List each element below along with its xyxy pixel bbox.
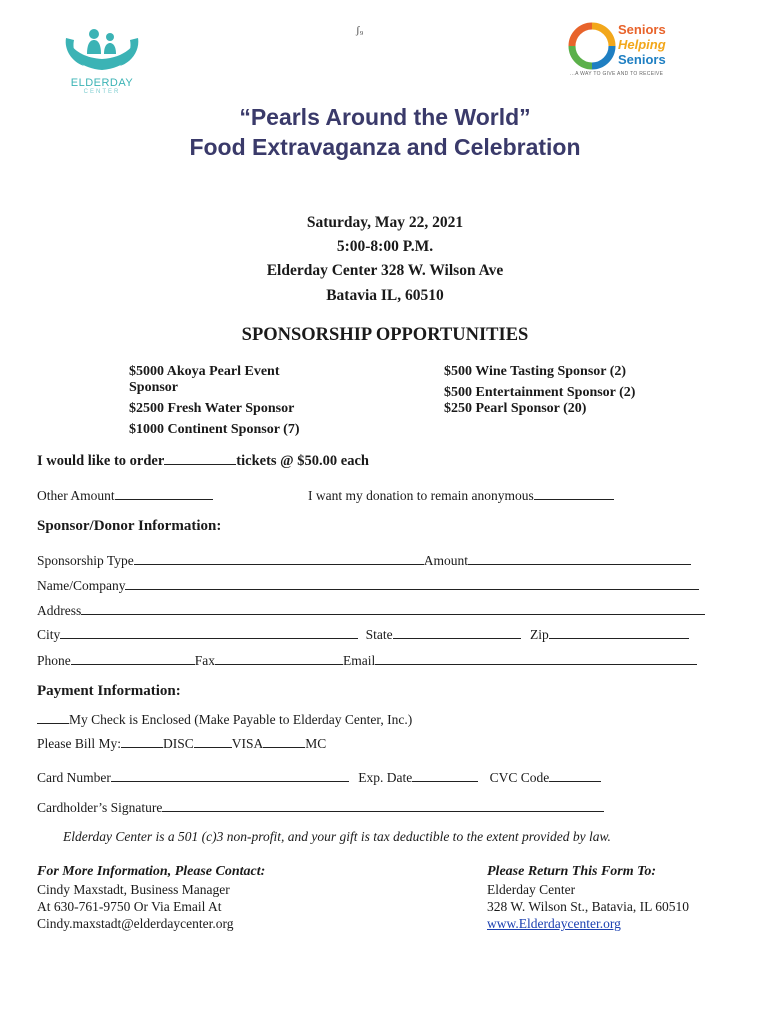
fax-field[interactable] bbox=[215, 650, 343, 665]
return-address: 328 W. Wilson St., Batavia, IL 60510 bbox=[487, 899, 689, 914]
cvc-label: CVC Code bbox=[489, 770, 550, 785]
caring-hands-icon bbox=[62, 22, 142, 74]
mc-label: MC bbox=[305, 736, 327, 751]
phone-field[interactable] bbox=[71, 650, 195, 665]
state-field[interactable] bbox=[393, 624, 521, 639]
email-field[interactable] bbox=[375, 650, 697, 665]
check-enclosed-field[interactable] bbox=[37, 709, 69, 724]
anonymous-line bbox=[308, 485, 614, 504]
sponsor-info-heading: Sponsor/Donor Information: bbox=[37, 518, 222, 534]
check-enclosed-label: My Check is Enclosed (Make Payable to Elderday Center, Inc.) bbox=[69, 712, 413, 727]
ticket-order-label: I would like to order bbox=[37, 453, 165, 469]
website-link[interactable]: www.Elderdaycenter.org bbox=[487, 916, 621, 931]
disc-field[interactable] bbox=[121, 733, 163, 748]
ticket-price-label: tickets @ $50.00 each bbox=[236, 453, 369, 469]
page-title: “Pearls Around the World” bbox=[239, 104, 531, 130]
fax-label: Fax bbox=[194, 653, 215, 668]
elderday-logo-text: ELDERDAY bbox=[70, 77, 134, 89]
signature-label: Cardholder’s Signature bbox=[37, 800, 163, 815]
card-line bbox=[37, 767, 601, 786]
other-amount-line bbox=[37, 485, 213, 504]
signature-field[interactable] bbox=[162, 797, 604, 812]
seniors-logo-line2: Helping bbox=[618, 37, 666, 52]
city-label: City bbox=[37, 627, 61, 642]
contact-phone: At 630-761-9750 Or Via Email At bbox=[37, 899, 222, 914]
return-org: Elderday Center bbox=[487, 882, 576, 897]
ticket-order-line bbox=[37, 450, 369, 470]
sponsorship-heading: SPONSORSHIP OPPORTUNITIES bbox=[241, 325, 529, 345]
exp-date-field[interactable] bbox=[412, 767, 478, 782]
state-label: State bbox=[365, 627, 393, 642]
address-field[interactable] bbox=[81, 600, 705, 615]
city-state-zip-line bbox=[37, 624, 689, 643]
sponsor-level-akoya-cont: Sponsor bbox=[129, 380, 179, 395]
circle-arrows-icon bbox=[568, 22, 616, 70]
sponsor-level-continent: $1000 Continent Sponsor (7) bbox=[129, 422, 300, 437]
other-amount-label: Other Amount bbox=[37, 488, 115, 503]
name-company-line bbox=[37, 575, 699, 594]
return-heading: Please Return This Form To: bbox=[487, 864, 657, 879]
amount-field[interactable] bbox=[468, 550, 691, 565]
sponsor-level-freshwater: $2500 Fresh Water Sponsor bbox=[129, 401, 295, 416]
contact-heading: For More Information, Please Contact: bbox=[37, 864, 266, 879]
email-label: Email bbox=[343, 653, 376, 668]
ticket-quantity-field[interactable] bbox=[164, 450, 236, 465]
elderday-logo-subtext: CENTER bbox=[83, 89, 121, 95]
check-line bbox=[37, 709, 412, 728]
phone-label: Phone bbox=[37, 653, 71, 668]
event-city: Batavia IL, 60510 bbox=[326, 287, 444, 304]
nonprofit-statement: Elderday Center is a 501 (c)3 non-profit, and your gift is tax deductible to the extent provided by law. bbox=[63, 829, 611, 844]
sponsorship-type-field[interactable] bbox=[134, 550, 424, 565]
anonymous-field[interactable] bbox=[534, 485, 614, 500]
event-time: 5:00-8:00 P.M. bbox=[336, 238, 434, 255]
name-company-field[interactable] bbox=[125, 575, 699, 590]
other-amount-field[interactable] bbox=[115, 485, 213, 500]
scan-mark: ʃ₉ bbox=[356, 24, 364, 36]
name-company-label: Name/Company bbox=[37, 578, 126, 593]
sponsor-level-akoya: $5000 Akoya Pearl Event bbox=[129, 364, 280, 379]
phone-fax-email-line bbox=[37, 650, 697, 669]
page-subtitle: Food Extravaganza and Celebration bbox=[189, 134, 581, 160]
sponsor-level-pearl: $250 Pearl Sponsor (20) bbox=[444, 401, 587, 416]
seniors-logo-line3: Seniors bbox=[618, 52, 666, 67]
payment-heading: Payment Information: bbox=[37, 683, 181, 699]
card-number-label: Card Number bbox=[37, 770, 111, 785]
bill-my-label: Please Bill My: bbox=[37, 736, 121, 751]
event-date: Saturday, May 22, 2021 bbox=[306, 214, 464, 231]
seniors-logo-line1: Seniors bbox=[618, 22, 666, 37]
sponsorship-type-line bbox=[37, 550, 691, 569]
card-number-field[interactable] bbox=[111, 767, 349, 782]
contact-email: Cindy.maxstadt@elderdaycenter.org bbox=[37, 916, 234, 931]
sponsorship-type-label: Sponsorship Type bbox=[37, 553, 134, 568]
event-venue: Elderday Center 328 W. Wilson Ave bbox=[266, 262, 504, 279]
anonymous-label: I want my donation to remain anonymous bbox=[308, 488, 534, 503]
exp-date-label: Exp. Date bbox=[358, 770, 413, 785]
bill-my-line bbox=[37, 733, 326, 752]
zip-label: Zip bbox=[530, 627, 549, 642]
visa-label: VISA bbox=[231, 736, 264, 751]
seniors-logo-tagline: ...A WAY TO GIVE AND TO RECEIVE bbox=[570, 71, 664, 77]
amount-label: Amount bbox=[423, 553, 468, 568]
cvc-field[interactable] bbox=[549, 767, 601, 782]
city-field[interactable] bbox=[60, 624, 358, 639]
contact-name: Cindy Maxstadt, Business Manager bbox=[37, 882, 230, 897]
visa-field[interactable] bbox=[194, 733, 232, 748]
elderday-logo bbox=[62, 22, 142, 95]
zip-field[interactable] bbox=[549, 624, 689, 639]
address-line bbox=[37, 600, 705, 619]
sponsor-level-entertainment: $500 Entertainment Sponsor (2) bbox=[444, 385, 636, 400]
sponsor-level-wine: $500 Wine Tasting Sponsor (2) bbox=[444, 364, 627, 379]
signature-line bbox=[37, 797, 604, 816]
mc-field[interactable] bbox=[263, 733, 305, 748]
disc-label: DISC bbox=[163, 736, 194, 751]
seniors-helping-seniors-logo bbox=[566, 22, 686, 82]
address-label: Address bbox=[37, 603, 82, 618]
